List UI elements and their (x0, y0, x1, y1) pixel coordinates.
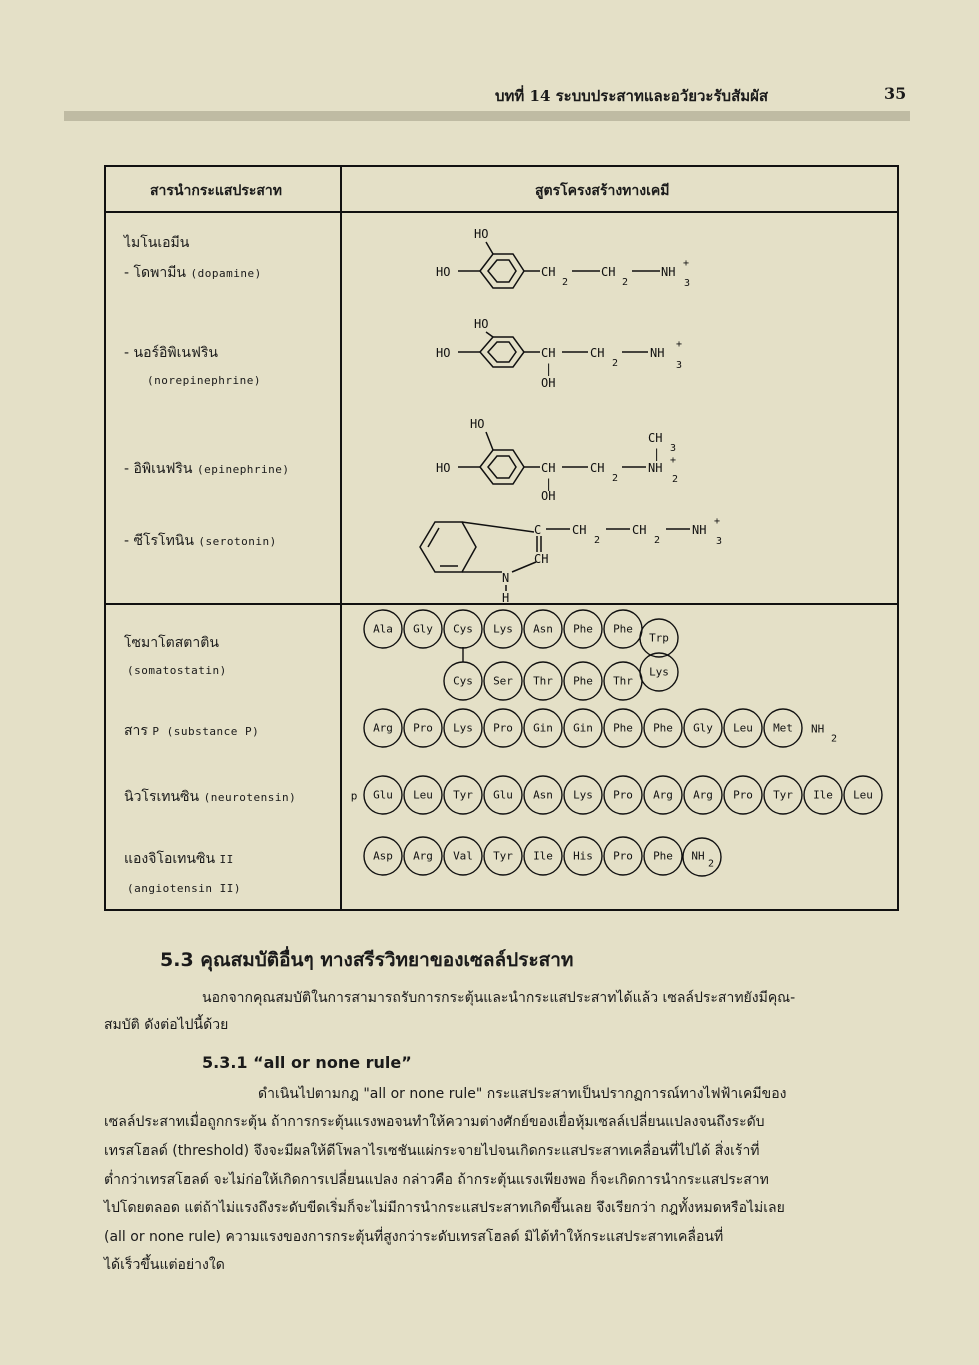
epi-ch2-sub: 2 (612, 473, 619, 484)
norepi-ch2-sub: 2 (612, 358, 619, 369)
residue-label: Val (453, 849, 473, 863)
sero-n: N (502, 571, 510, 585)
subsection-heading: 5.3.1 “all or none rule” (202, 1053, 412, 1072)
somatostatin-chain-1 (364, 610, 678, 657)
norepi-nh3-sub: 3 (676, 360, 683, 371)
angiotensin-en: (angiotensin II) (127, 882, 241, 895)
residue-label: Thr (533, 674, 553, 688)
norepi-ch2: CH (590, 346, 605, 360)
dopamine-nh3: NH (661, 265, 676, 279)
residue-label: Asn (533, 622, 553, 636)
col-header-transmitter: สารนำกระแสประสาท (150, 183, 283, 199)
residue-label: Phe (613, 622, 633, 636)
norepinephrine-en: (norepinephrine) (147, 374, 261, 387)
epi-ho-left: HO (436, 461, 451, 475)
serotonin-thai: - ซีโรโทนิน (124, 533, 194, 549)
norepi-nh3: NH (650, 346, 665, 360)
body-line-2: เซลล์ประสาทเมื่อถูกกระตุ้น ถ้าการกระตุ้นแรงพอจนทำให้ความต่างศักย์ของเยื่อหุ้มเซลล์เปลี่ยนแปลงจนถึงระดับ (104, 1114, 765, 1130)
residue-label: His (573, 849, 593, 863)
residue-label: Pro (493, 721, 513, 735)
residue-label: Ile (813, 788, 833, 802)
epi-ch: CH (541, 461, 556, 475)
section-heading: 5.3 คุณสมบัติอื่นๆ ทางสรีรวิทยาของเซลล์ประสาท (160, 949, 574, 971)
angiotensin-chain (364, 837, 682, 875)
substance-p-chain (364, 709, 802, 747)
body-line-6: (all or none rule) ความแรงของการกระตุ้นที่สูงกว่าระดับเทรสโฮลด์ มิได้ทำให้กระแสประสาทเคลื่อนที่ (104, 1229, 724, 1245)
dopamine-plus: + (683, 258, 690, 269)
intro-line-1: นอกจากคุณสมบัติในการสามารถรับการกระตุ้นและนำกระแสประสาทได้แล้ว เซลล์ประสาทยังมีคุณ- (202, 990, 796, 1006)
substance-p-nh2: NH (811, 722, 825, 736)
residue-label: Pro (413, 721, 433, 735)
norepi-plus: + (676, 339, 683, 350)
residue-label: Phe (653, 849, 673, 863)
dopamine-ch2b-sub: 2 (622, 277, 629, 288)
dopamine-ch2a-sub: 2 (562, 277, 569, 288)
sero-ch2b-sub: 2 (654, 535, 661, 546)
sero-ch2a-sub: 2 (594, 535, 601, 546)
epi-oh: OH (541, 489, 556, 503)
norepi-bond: | (545, 362, 553, 376)
residue-label: Lys (493, 622, 513, 636)
dopamine-en: (dopamine) (190, 267, 262, 280)
epi-ch2: CH (590, 461, 605, 475)
epi-plus: + (670, 455, 677, 466)
dopamine-nh3-sub: 3 (684, 278, 691, 289)
sero-ch-ring: CH (534, 552, 549, 566)
residue-label: Cys (453, 622, 473, 636)
epinephrine-en: (epinephrine) (196, 463, 290, 476)
body-line-3: เทรสโฮลด์ (threshold) จึงจะมีผลให้ดีโพลาไรเซชันแผ่กระจายไปจนเกิดกระแสประสาทเคลื่อนที่ไปได้ สิ่งเร้าที่ (104, 1143, 760, 1159)
dopamine-thai: - โดพามีน (124, 265, 187, 281)
epi-methyl-bond: | (653, 447, 661, 461)
residue-label: Tyr (493, 849, 513, 863)
residue-label: Arg (373, 721, 393, 735)
norepi-ho-left: HO (436, 346, 451, 360)
sero-ch2b: CH (632, 523, 647, 537)
residue-label: Phe (573, 674, 593, 688)
substance-p-thai: สาร (124, 723, 148, 739)
chapter-title: บทที่ 14 ระบบประสาทและอวัยวะรับสัมผัส (495, 87, 769, 105)
dopamine-ho-top: HO (474, 227, 489, 241)
norepi-ch: CH (541, 346, 556, 360)
residue-label: Asn (533, 788, 553, 802)
epi-ch3: CH (648, 431, 663, 445)
body-line-7: ได้เร็วขึ้นแต่อย่างใด (104, 1257, 225, 1273)
substance-p-nh2-sub: 2 (831, 733, 838, 745)
neurotensin-chain (364, 776, 882, 814)
residue-label: Tyr (773, 788, 793, 802)
sero-ch2a: CH (572, 523, 587, 537)
residue-label: Lys (649, 665, 669, 679)
residue-label: Arg (653, 788, 673, 802)
neurotensin-thai: นิวโรเทนซิน (124, 789, 200, 805)
residue-label: Gin (573, 721, 593, 735)
residue-label: Lys (573, 788, 593, 802)
residue-label: Glu (493, 788, 513, 802)
substance-p-en: P (substance P) (152, 725, 260, 738)
body-line-4: ต่ำกว่าเทรสโฮลด์ จะไม่ก่อให้เกิดการเปลี่ยนแปลง กล่าวคือ ถ้ากระตุ้นแรงเพียงพอ ก็จะเกิดการนำกระแสประสาท (104, 1172, 769, 1188)
residue-label: Arg (413, 849, 433, 863)
residue-label: Ala (373, 622, 393, 636)
residue-label: Leu (413, 788, 433, 802)
monoamine-label: ไมโนเอมีน (124, 235, 190, 251)
epi-nh2: NH (648, 461, 663, 475)
dopamine-ch2b: CH (601, 265, 616, 279)
sero-nh3: NH (692, 523, 707, 537)
residue-label: Gly (693, 721, 713, 735)
epi-ch3-sub: 3 (670, 443, 677, 454)
epi-bond: | (545, 477, 553, 491)
residue-label: Gin (533, 721, 553, 735)
neurotensin-en: (neurotensin) (203, 791, 297, 804)
residue-label: Tyr (453, 788, 473, 802)
residue-label: Asp (373, 849, 393, 863)
residue-label: Pro (613, 849, 633, 863)
residue-label: Met (773, 721, 793, 735)
norepi-ho-top: HO (474, 317, 489, 331)
residue-label: Phe (653, 721, 673, 735)
dopamine-ho-left: HO (436, 265, 451, 279)
angiotensin-nh2: NH (691, 849, 705, 863)
residue-label: Pro (733, 788, 753, 802)
residue-label: Trp (649, 631, 669, 645)
somatostatin-en: (somatostatin) (127, 664, 227, 677)
neurotensin-prefix: p (350, 789, 358, 803)
norepinephrine-thai: - นอร์อิพิเนฟริน (124, 345, 218, 361)
dopamine-ch2a: CH (541, 265, 556, 279)
sero-nh3-sub: 3 (716, 536, 723, 547)
residue-label: Ser (493, 674, 513, 688)
serotonin-en: (serotonin) (198, 535, 277, 548)
sero-h: H (502, 591, 510, 605)
residue-label: Leu (733, 721, 753, 735)
residue-label: Glu (373, 788, 393, 802)
page-number: 35 (884, 84, 907, 103)
somatostatin-thai: โซมาโตสตาติน (124, 635, 219, 651)
intro-line-2: สมบัติ ดังต่อไปนี้ด้วย (104, 1017, 229, 1033)
sero-c: C (534, 523, 542, 537)
residue-label: Phe (613, 721, 633, 735)
angiotensin-nh2-sub: 2 (707, 858, 715, 870)
epinephrine-thai: - อิพิเนฟริน (124, 461, 193, 477)
body-line-5: ไปโดยตลอด แต่ถ้าไม่แรงถึงระดับขีดเริ่มก็จะไม่มีการนำกระแสประสาทเกิดขึ้นเลย จึงเรียกว่า กฎทั้งหมดหรือไม่เลย (104, 1200, 785, 1216)
residue-label: Arg (693, 788, 713, 802)
somatostatin-chain-2 (444, 653, 678, 700)
residue-label: Ile (533, 849, 553, 863)
angiotensin-thai: แองจิโอเทนซิน (124, 851, 216, 867)
residue-label: Lys (453, 721, 473, 735)
epi-ho-top: HO (470, 417, 485, 431)
residue-label: Phe (573, 622, 593, 636)
epi-nh2-sub: 2 (672, 474, 679, 485)
residue-label: Leu (853, 788, 873, 802)
norepi-oh: OH (541, 376, 556, 390)
col-header-structure: สูตรโครงสร้างทางเคมี (535, 183, 670, 199)
angiotensin-roman: II (219, 853, 234, 866)
residue-label: Cys (453, 674, 473, 688)
residue-label: Gly (413, 622, 433, 636)
residue-label: Pro (613, 788, 633, 802)
sero-plus: + (714, 516, 721, 527)
body-line-1: ดำเนินไปตามกฎ "all or none rule" กระแสประสาทเป็นปรากฏการณ์ทางไฟฟ้าเคมีของ (258, 1086, 787, 1102)
residue-label: Thr (613, 674, 633, 688)
